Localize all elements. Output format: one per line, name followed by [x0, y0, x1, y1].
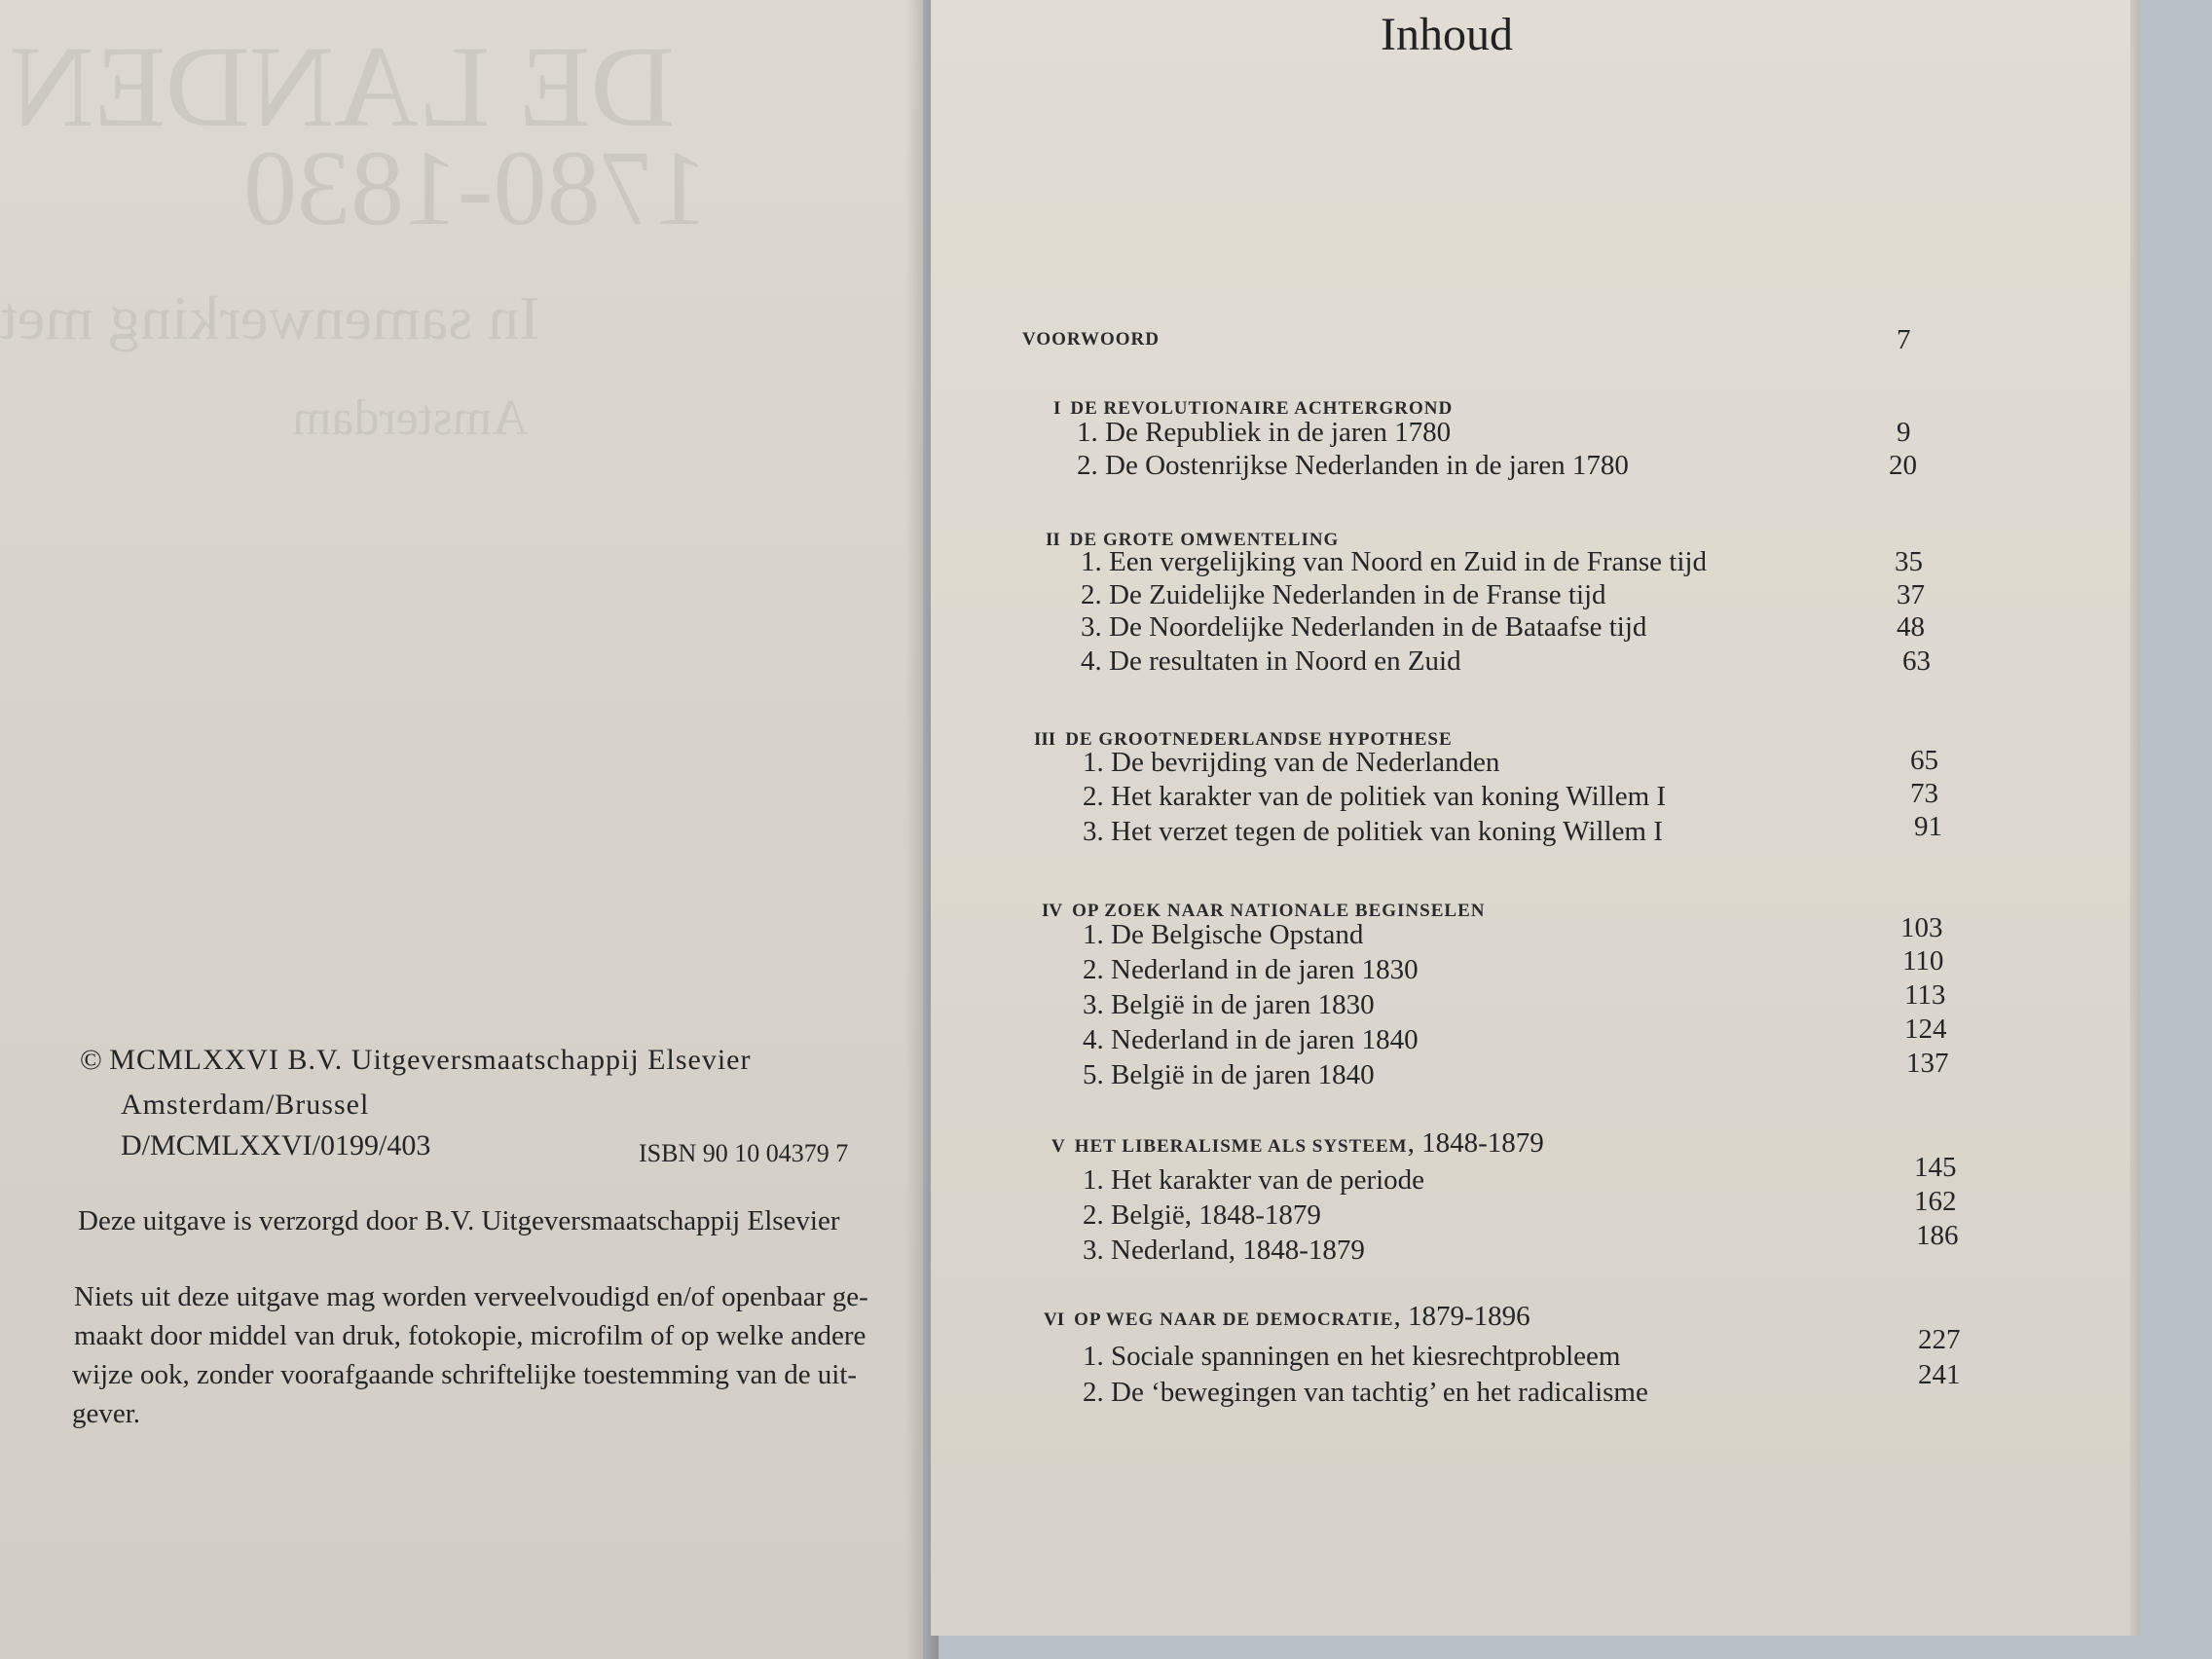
rights-line: wijze ook, zonder voorafgaande schriftelijke toestemming van de uit- [72, 1359, 858, 1390]
section-title: Het karakter van de politiek van koning Willem I [1111, 781, 1667, 812]
toc-page-number: 48 [1897, 611, 1925, 643]
section-number: 3. [1081, 611, 1102, 643]
section-number: 1. [1083, 747, 1104, 778]
toc-page-number: 91 [1914, 811, 1942, 842]
section-title: Sociale spanningen en het kiesrechtprobleem [1111, 1341, 1621, 1372]
section-title: België, 1848-1879 [1111, 1199, 1321, 1231]
section-title: Nederland in de jaren 1840 [1111, 1024, 1419, 1055]
section-title: De Zuidelijke Nederlanden in de Franse tijd [1109, 579, 1606, 610]
chapter-numeral: V [1051, 1136, 1065, 1157]
section-title: Het verzet tegen de politiek van koning Willem I [1111, 816, 1663, 847]
chapter-title: OP WEG NAAR DE DEMOCRATIE [1074, 1309, 1394, 1330]
toc-section [1083, 989, 1375, 1021]
chapter-title: OP ZOEK NAAR NATIONALE BEGINSELEN [1072, 901, 1486, 921]
toc-page-number: 241 [1918, 1359, 1961, 1390]
toc-section [1083, 1059, 1375, 1091]
toc-page-number: 9 [1897, 417, 1911, 448]
copyright-deposit-number: D/MCMLXXVI/0199/403 [121, 1129, 431, 1161]
toc-page-number: 73 [1910, 778, 1938, 809]
chapter-title: DE GROTE OMWENTELING [1069, 530, 1340, 550]
show-through-ghost-text: 1780-1830 [243, 129, 708, 247]
toc-section [1083, 1377, 1648, 1409]
chapter-title-years: , 1848-1879 [1407, 1127, 1544, 1159]
toc-page-number: 113 [1904, 979, 1946, 1011]
toc-title: Inhoud [1381, 9, 1513, 60]
chapter-title-years: , 1879-1896 [1393, 1301, 1530, 1332]
toc-page-number: 65 [1910, 745, 1938, 776]
section-number: 1. [1077, 417, 1098, 448]
section-number: 2. [1081, 579, 1102, 610]
isbn: ISBN 90 10 04379 7 [639, 1139, 849, 1167]
toc-page-number: 103 [1900, 912, 1943, 943]
toc-page-number: 162 [1914, 1186, 1957, 1217]
toc-page-number: 227 [1918, 1324, 1961, 1355]
section-title: Het karakter van de periode [1111, 1164, 1425, 1196]
toc-section [1083, 1235, 1365, 1267]
toc-section [1083, 1199, 1321, 1232]
toc-page-number: 35 [1895, 546, 1923, 577]
toc-section [1083, 919, 1363, 951]
chapter-numeral: I [1053, 398, 1061, 419]
section-title: Nederland, 1848-1879 [1111, 1235, 1365, 1266]
page-edge [2130, 0, 2140, 1636]
section-title: België in de jaren 1830 [1111, 989, 1375, 1020]
section-number: 1. [1083, 1341, 1104, 1372]
chapter-title: DE GROOTNEDERLANDSE HYPOTHESE [1065, 729, 1453, 750]
section-number: 2. [1083, 1199, 1104, 1231]
toc-page-number: 20 [1889, 450, 1917, 481]
section-number: 3. [1083, 989, 1104, 1020]
chapter-numeral: IV [1042, 901, 1063, 921]
toc-section [1083, 816, 1663, 848]
toc-page-number: 137 [1906, 1048, 1949, 1079]
copyright-year-publisher: MCMLXXVI B.V. Uitgeversmaatschappij Elsevier [109, 1044, 752, 1076]
toc-page-number: 186 [1916, 1220, 1959, 1251]
section-number: 2. [1083, 954, 1104, 985]
section-number: 2. [1077, 450, 1098, 481]
toc-section [1083, 1164, 1424, 1197]
copyright-city: Amsterdam/Brussel [121, 1088, 370, 1121]
section-title: De ‘bewegingen van tachtig’ en het radicalisme [1111, 1377, 1648, 1408]
toc-section [1083, 1341, 1620, 1373]
toc-section [1077, 450, 1629, 482]
section-title: De bevrijding van de Nederlanden [1111, 747, 1500, 778]
toc-page-number: 37 [1897, 579, 1925, 610]
left-page [0, 0, 923, 1659]
produced-by-text: Deze uitgave is verzorgd door B.V. Uitgeversmaatschappij Elsevier [78, 1205, 840, 1236]
toc-foreword: VOORWOORD [1022, 329, 1160, 350]
rights-line: gever. [72, 1398, 141, 1429]
chapter-numeral: VI [1044, 1309, 1065, 1330]
section-title: België in de jaren 1840 [1111, 1059, 1375, 1090]
show-through-ghost-text: In samenwerking met [0, 283, 540, 352]
rights-line: maakt door middel van druk, fotokopie, microfilm of op welke andere [74, 1320, 866, 1351]
copyright-line-1 [80, 1044, 751, 1077]
toc-chapter-heading [1051, 1127, 1544, 1160]
toc-section [1083, 781, 1666, 813]
section-title: De Oostenrijkse Nederlanden in de jaren 1780 [1105, 450, 1629, 481]
toc-section [1081, 579, 1606, 611]
section-number: 2. [1083, 781, 1104, 812]
section-number: 2. [1083, 1377, 1104, 1408]
copyright-symbol: © [80, 1044, 102, 1076]
toc-section [1083, 1024, 1419, 1056]
toc-section [1083, 954, 1419, 986]
section-number: 5. [1083, 1059, 1104, 1090]
section-title: Een vergelijking van Noord en Zuid in de Franse tijd [1109, 546, 1707, 577]
section-title: De Noordelijke Nederlanden in de Bataafse tijd [1109, 611, 1647, 643]
section-title: Nederland in de jaren 1830 [1111, 954, 1419, 985]
section-number: 1. [1081, 546, 1102, 577]
toc-page-number: 145 [1914, 1152, 1957, 1183]
section-title: De resultaten in Noord en Zuid [1109, 645, 1461, 677]
toc-section [1083, 747, 1499, 779]
chapter-numeral: III [1034, 729, 1056, 750]
section-title: De Republiek in de jaren 1780 [1105, 417, 1452, 448]
toc-page-number: 63 [1902, 645, 1931, 677]
toc-chapter-heading [1044, 1301, 1530, 1333]
toc-section [1081, 611, 1646, 644]
section-number: 4. [1081, 645, 1102, 677]
section-number: 3. [1083, 816, 1104, 847]
section-number: 1. [1083, 1164, 1104, 1196]
toc-page-number: 7 [1897, 324, 1911, 355]
chapter-title: DE REVOLUTIONAIRE ACHTERGROND [1070, 398, 1454, 419]
section-title: De Belgische Opstand [1111, 919, 1364, 950]
toc-page-number: 110 [1902, 945, 1944, 977]
show-through-ghost-text: DE LANDEN [10, 21, 676, 151]
toc-page-number: 124 [1904, 1014, 1947, 1045]
section-number: 4. [1083, 1024, 1104, 1055]
toc-section [1081, 546, 1707, 578]
show-through-ghost-text: Amsterdam [292, 390, 529, 446]
toc-section [1077, 417, 1451, 449]
chapter-title: HET LIBERALISME ALS SYSTEEM [1074, 1136, 1408, 1157]
rights-line: Niets uit deze uitgave mag worden verveelvoudigd en/of openbaar ge- [74, 1281, 868, 1312]
chapter-numeral: II [1046, 530, 1060, 550]
toc-section [1081, 645, 1461, 678]
section-number: 3. [1083, 1235, 1104, 1266]
section-number: 1. [1083, 919, 1104, 950]
